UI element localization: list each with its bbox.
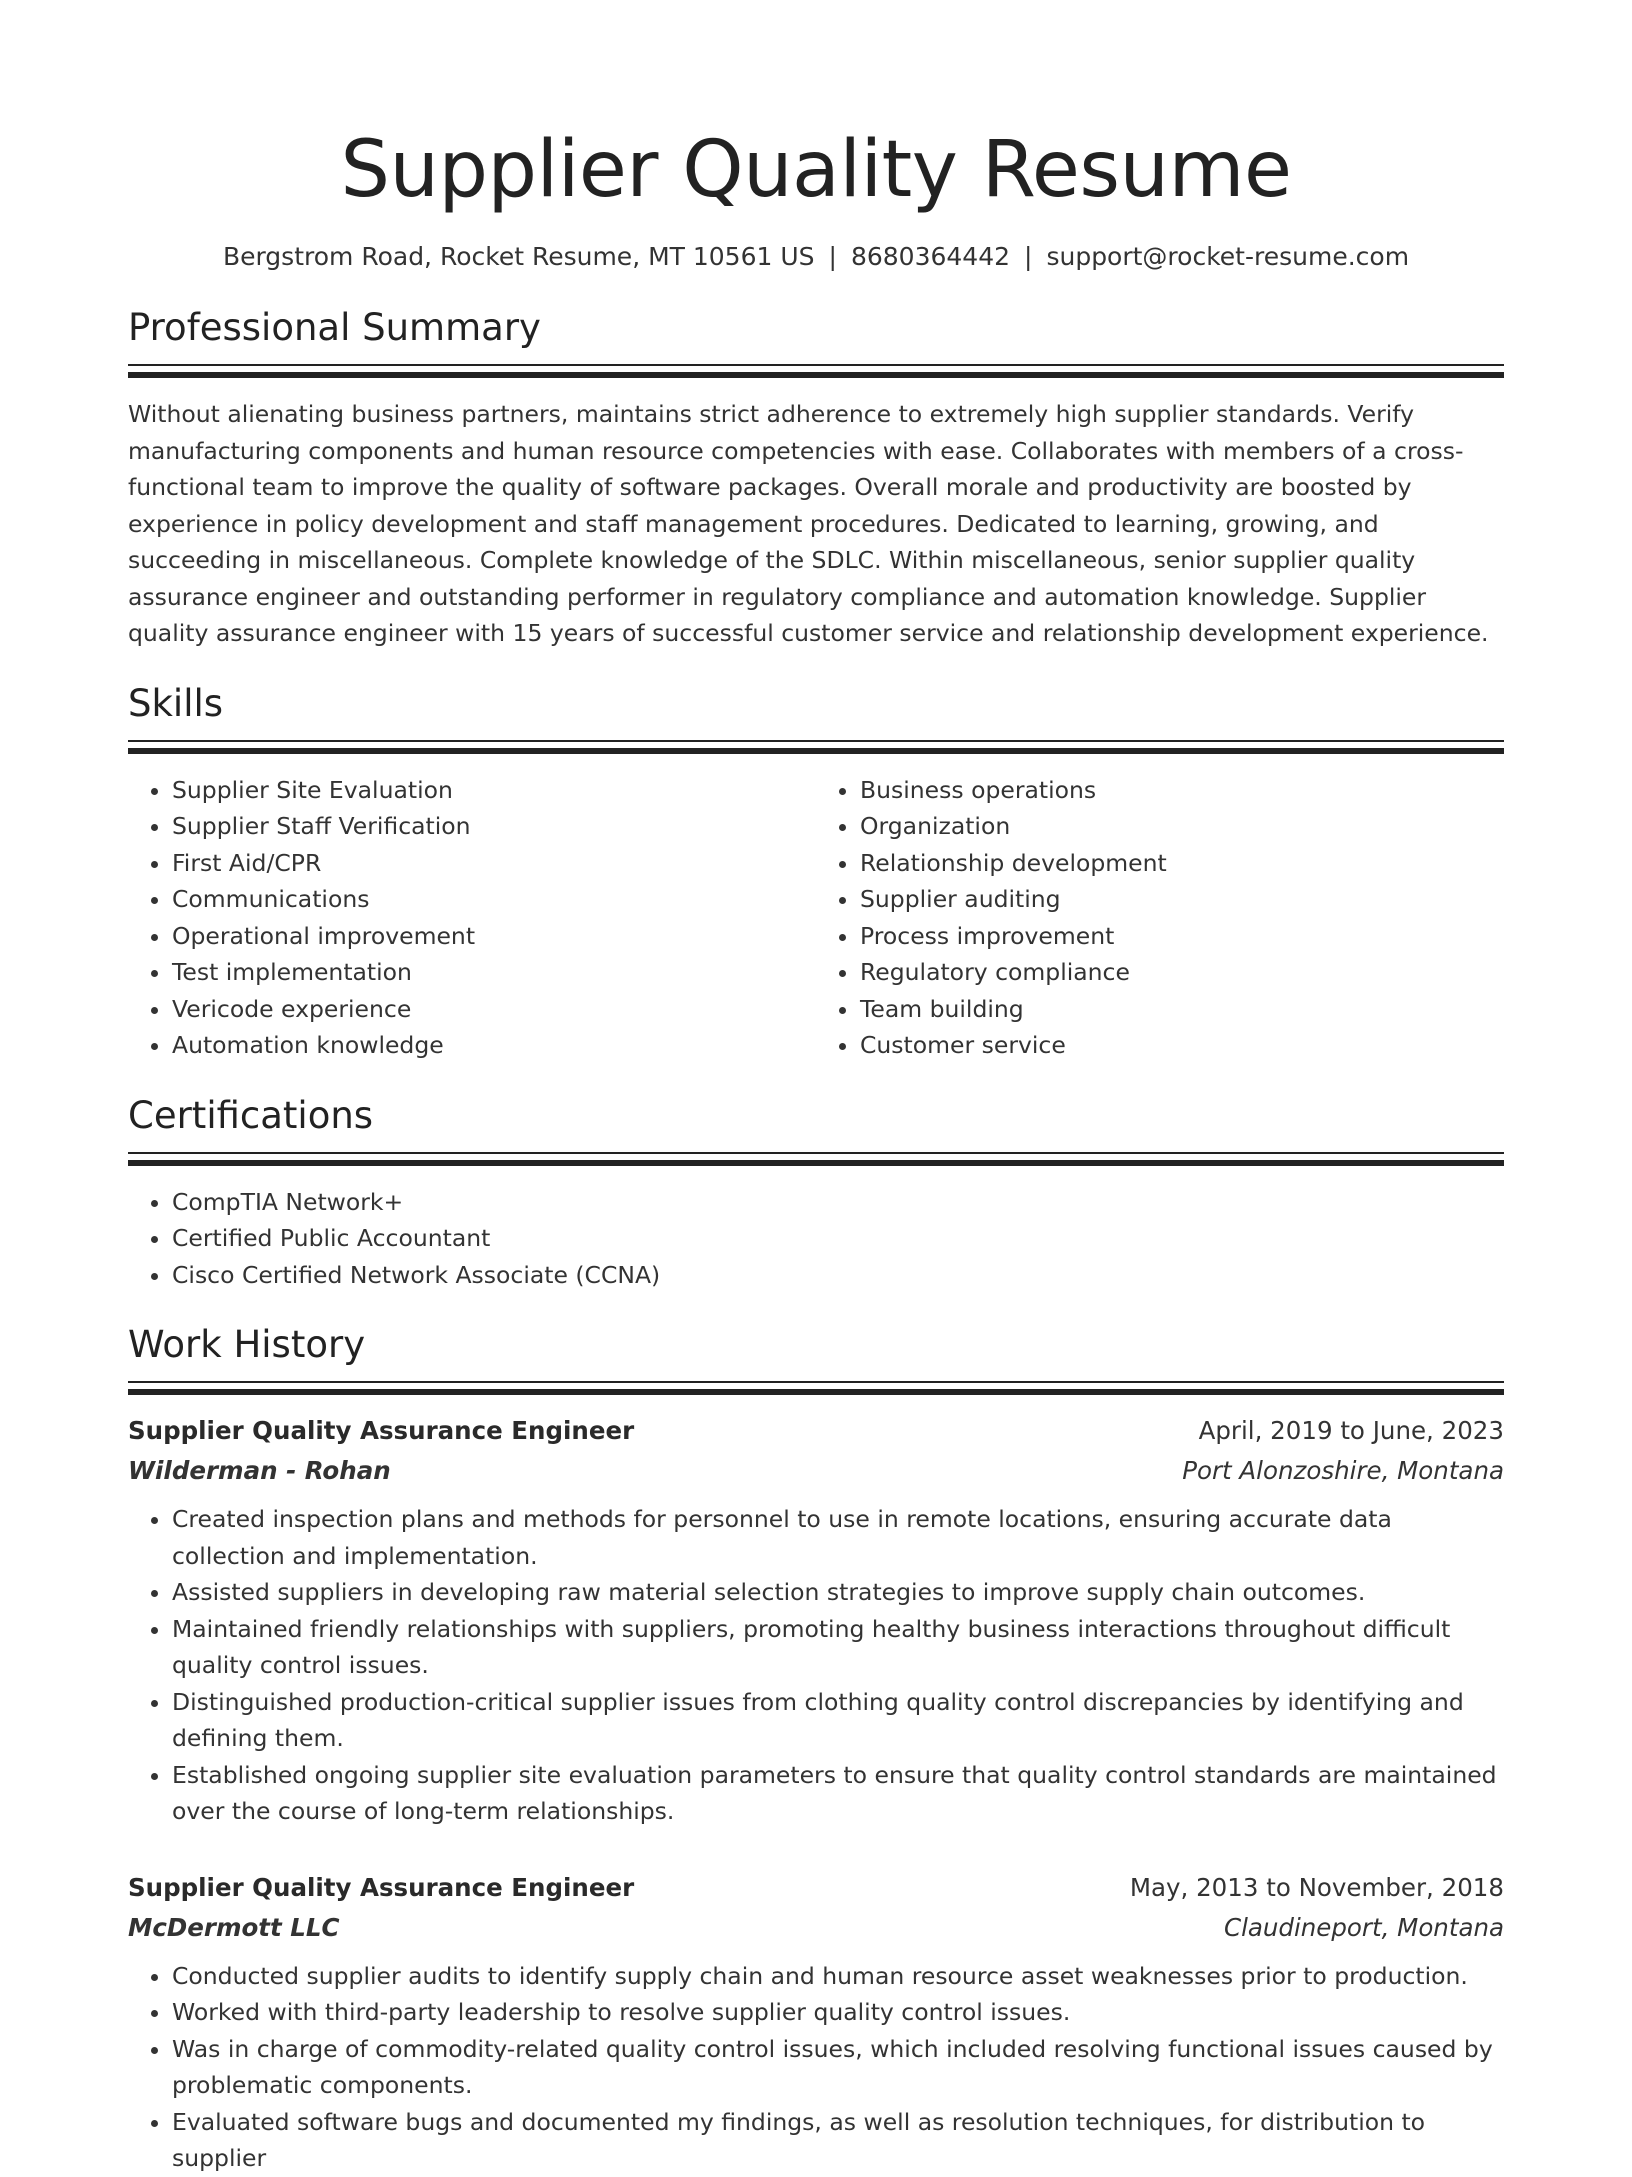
skill-item: • Supplier Site Evaluation <box>172 772 816 809</box>
job-bullet: • Conducted supplier audits to identify supply chain and human resource asset weaknesses prior to production. <box>172 1958 1504 1995</box>
section-divider <box>128 1381 1504 1397</box>
job-header <box>128 1868 1504 1908</box>
job-bullet: • Distinguished production-critical supplier issues from clothing quality control discrepancies by identifying and defining them. <box>172 1684 1504 1757</box>
skill-item: • Supplier Staff Verification <box>172 808 816 845</box>
job-company: Wilderman - Rohan <box>128 1456 391 1485</box>
section-divider <box>128 364 1504 380</box>
certification-item: • CompTIA Network+ <box>172 1184 1504 1221</box>
page-title: Supplier Quality Resume <box>340 125 1292 215</box>
skill-item: • Vericode experience <box>172 991 816 1028</box>
job-bullet: • Evaluated software bugs and documented my findings, as well as resolution techniques, for distribution to supplier <box>172 2104 1504 2177</box>
contact-line <box>128 240 1504 274</box>
skill-item: • Relationship development <box>860 845 1504 882</box>
job-header <box>128 1411 1504 1451</box>
skills-list-right <box>816 772 1504 1064</box>
job-bullet: • Assisted suppliers in developing raw material selection strategies to improve supply chain outcomes. <box>172 1574 1504 1611</box>
job-location: Port Alonzoshire, Montana <box>1182 1456 1504 1485</box>
job-bullet: • Created inspection plans and methods for personnel to use in remote locations, ensuring accurate data collection and implementation. <box>172 1501 1504 1574</box>
skill-item: • Test implementation <box>172 954 816 991</box>
section-divider <box>128 1152 1504 1168</box>
skill-item: • Communications <box>172 881 816 918</box>
resume-page <box>128 0 1504 2177</box>
skill-item: • Business operations <box>860 772 1504 809</box>
skill-item: • Operational improvement <box>172 918 816 955</box>
skill-item: • Supplier auditing <box>860 881 1504 918</box>
job-dates: May, 2013 to November, 2018 <box>1129 1872 1504 1902</box>
job-entry <box>128 1411 1504 1830</box>
job-bullet: • Established ongoing supplier site evaluation parameters to ensure that quality control standards are maintained over the course of long-term relationships. <box>172 1757 1504 1830</box>
job-bullet: • Was in charge of commodity-related quality control issues, which included resolving functional issues caused by problematic components. <box>172 2031 1504 2104</box>
contact-separator: | <box>828 242 837 271</box>
certifications-section <box>128 1092 1504 1294</box>
skill-item: • Regulatory compliance <box>860 954 1504 991</box>
job-entry <box>128 1868 1504 2177</box>
summary-section <box>128 304 1504 652</box>
job-bullets <box>128 1501 1504 1830</box>
job-subheader <box>128 1908 1504 1948</box>
work-history-heading: Work History <box>128 1323 366 1366</box>
contact-separator: | <box>1024 242 1033 271</box>
job-subheader <box>128 1451 1504 1491</box>
skill-item: • Automation knowledge <box>172 1027 816 1064</box>
skill-item: • First Aid/CPR <box>172 845 816 882</box>
skill-item: • Customer service <box>860 1027 1504 1064</box>
work-history-section <box>128 1321 1504 2177</box>
job-title: Supplier Quality Assurance Engineer <box>128 1416 635 1445</box>
skills-heading: Skills <box>128 681 224 725</box>
contact-address: Bergstrom Road, Rocket Resume, MT 10561 US <box>222 242 815 271</box>
skill-item: • Process improvement <box>860 918 1504 955</box>
section-divider <box>128 740 1504 756</box>
skills-list-left <box>128 772 816 1064</box>
summary-heading: Professional Summary <box>128 306 541 349</box>
summary-text: Without alienating business partners, maintains strict adherence to extremely high supplier standards. Verify manufacturing components and human resource competencies with ease. Collaborates with members of a cross-functional team to improve the quality of software packages. Overall morale and productivity are boosted by experience in policy development and staff management procedures. Dedicated to learning, growing, and succeeding in miscellaneous. Complete knowledge of the SDLC. Within miscellaneous, senior supplier quality assurance engineer and outstanding performer in regulatory compliance and automation knowledge. Supplier quality assurance engineer with 15 years of successful customer service and relationship development experience. <box>128 400 1489 647</box>
certifications-heading: Certifications <box>128 1093 374 1137</box>
job-title: Supplier Quality Assurance Engineer <box>128 1872 635 1902</box>
skills-columns <box>128 772 1504 1064</box>
skill-item: • Team building <box>860 991 1504 1028</box>
skill-item: • Organization <box>860 808 1504 845</box>
job-bullets <box>128 1958 1504 2177</box>
job-company: McDermott LLC <box>128 1912 340 1942</box>
job-location: Claudineport, Montana <box>1223 1912 1504 1942</box>
contact-email: support@rocket-resume.com <box>1046 242 1410 271</box>
certification-item: • Cisco Certified Network Associate (CCNA) <box>172 1257 1504 1294</box>
skills-section <box>128 680 1504 1064</box>
contact-phone: 8680364442 <box>850 242 1011 271</box>
certifications-list <box>128 1184 1504 1294</box>
job-bullet: • Worked with third-party leadership to resolve supplier quality control issues. <box>172 1994 1504 2031</box>
certification-item: • Certified Public Accountant <box>172 1220 1504 1257</box>
job-bullet: • Maintained friendly relationships with suppliers, promoting healthy business interactions throughout difficult quality control issues. <box>172 1611 1504 1684</box>
job-dates: April, 2019 to June, 2023 <box>1198 1416 1504 1445</box>
